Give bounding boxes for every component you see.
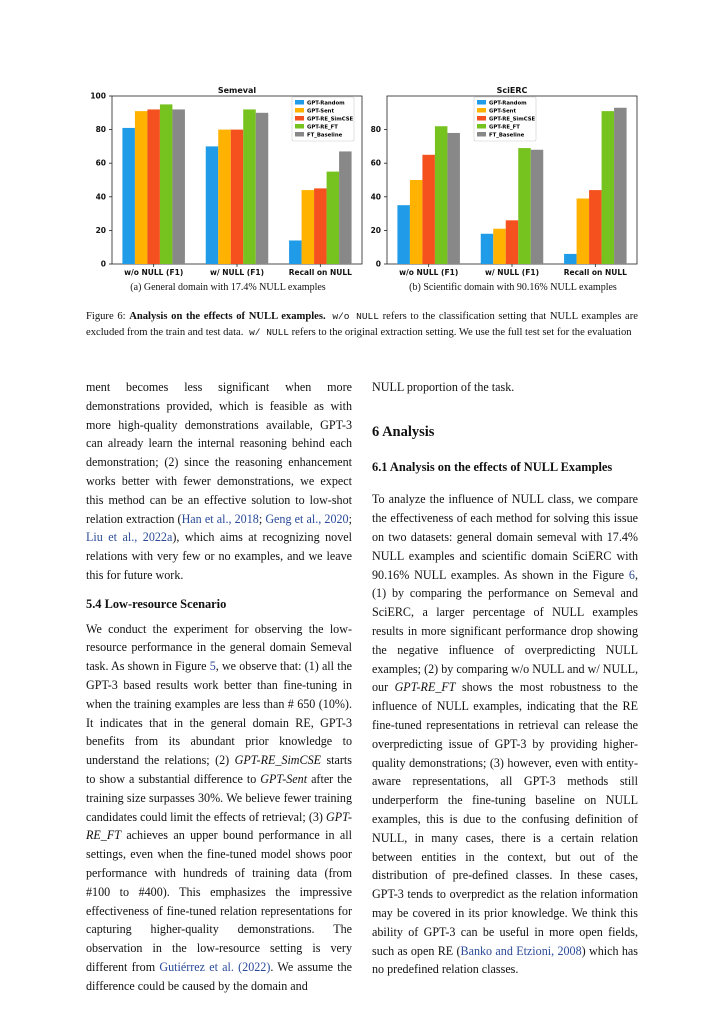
chart-scierc-svg (357, 84, 647, 279)
section-heading-5-4: 5.4 Low-resource Scenario (86, 596, 227, 611)
x-tick-label: w/ NULL (F1) (484, 268, 540, 277)
legend-swatch (477, 108, 486, 113)
method-name: GPT-RE_SimCSE (234, 753, 322, 768)
chart-title: Semeval (217, 86, 257, 95)
bar-gpt-random (481, 234, 494, 264)
chart-semeval-svg (82, 84, 372, 279)
left-column (86, 378, 352, 996)
bar-gpt-re-ft (327, 172, 340, 264)
figure-caption (86, 309, 638, 340)
y-tick-label: 20 (370, 225, 381, 235)
right-column (372, 378, 638, 979)
legend-label: GPT-RE_FT (489, 124, 520, 131)
legend-swatch (477, 124, 486, 129)
legend-label: GPT-RE_FT (307, 124, 338, 131)
bar-gpt-random (122, 128, 135, 264)
bar-gpt-re-simcse (422, 155, 435, 264)
text: , (1) by comparing the performance on Semeval and SciERC, a larger percentage of NULL examples results in more significant performance drop showing the negative influence of overpredicting NULL examples; (2) by comparing w/o NULL and w/ NULL, our (372, 567, 638, 695)
text: We conduct the experiment for observing the low-resource performance in the general domain Semeval task. As shown in Figure (86, 621, 352, 674)
legend-swatch (295, 108, 304, 113)
text: ), which aims at recognizing novel relations with very few or no examples, and we leave this for future work. (86, 530, 352, 582)
legend-label: GPT-Sent (307, 108, 334, 115)
text: starts to show a substantial difference to (86, 753, 352, 786)
bar-gpt-re-simcse (314, 188, 327, 264)
bar-gpt-re-simcse (147, 109, 160, 264)
bar-gpt-re-simcse (506, 220, 519, 264)
text: ; (258, 511, 266, 526)
legend-swatch (477, 132, 486, 137)
section-heading-6: 6 Analysis (372, 423, 435, 440)
bar-ft-baseline (172, 109, 185, 264)
y-tick-label: 0 (100, 259, 106, 269)
caption-part-3: w/ NULL (243, 326, 289, 338)
bar-gpt-re-simcse (589, 190, 602, 264)
text: . We assume the difference could be caused by the domain and (86, 959, 352, 993)
chart-legend (474, 97, 536, 141)
x-tick-label: w/o NULL (F1) (124, 268, 184, 277)
bar-gpt-re-ft (160, 104, 173, 264)
text: , we observe that: (1) all the GPT-3 based results work better than fine-tuning in when the training examples are less than # 650 (10%). It indicates that in the general domain RE, GPT-3 benefits from its abundant prior knowledge to understand the relations; (2) (86, 659, 352, 768)
y-tick-label: 80 (95, 125, 106, 135)
text: ) which has no predefined relation classes. (372, 943, 638, 977)
legend-label: GPT-RE_SimCSE (307, 116, 354, 123)
caption-part-1: w/o NULL (325, 311, 379, 322)
caption-part-2: refers to the classification setting that NULL examples are excluded from the train and test data. (86, 311, 638, 338)
y-tick-label: 60 (370, 158, 381, 168)
legend-swatch (477, 116, 486, 121)
x-tick-label: w/o NULL (F1) (399, 268, 459, 277)
legend-label: GPT-Random (307, 100, 345, 107)
chart-semeval (82, 84, 372, 279)
text: after the training size surpasses 30%. We believe fewer training candidates could limit the effects of retrieval; (3) (86, 771, 352, 824)
bar-gpt-re-ft (243, 109, 256, 264)
right-paragraph-0: NULL proportion of the task. (372, 380, 515, 394)
text: ; (348, 511, 352, 526)
chart-legend (292, 97, 354, 141)
legend-label: GPT-RE_SimCSE (489, 116, 536, 123)
y-tick-label: 40 (95, 192, 106, 202)
figure-ref-link[interactable]: 5 (209, 659, 216, 674)
bar-gpt-sent (218, 130, 231, 264)
citation-link[interactable]: Han et al., 2018 (181, 511, 259, 526)
caption-label: Figure 6: (86, 311, 126, 322)
y-tick-label: 40 (370, 192, 381, 202)
method-name: GPT-Sent (260, 771, 308, 786)
bar-ft-baseline (256, 113, 269, 264)
legend-swatch (295, 124, 304, 129)
chart-scierc (357, 84, 647, 279)
y-tick-label: 20 (95, 225, 106, 235)
y-tick-label: 100 (90, 91, 106, 101)
bar-gpt-random (564, 254, 577, 264)
bar-gpt-sent (302, 190, 315, 264)
x-tick-label: Recall on NULL (288, 268, 352, 277)
y-tick-label: 60 (95, 158, 106, 168)
bar-gpt-sent (577, 198, 590, 264)
citation-link[interactable]: Gutiérrez et al. (2022) (159, 959, 271, 974)
legend-swatch (295, 116, 304, 121)
bar-gpt-sent (410, 180, 423, 264)
legend-label: FT_Baseline (489, 132, 525, 139)
section-heading-6-1: 6.1 Analysis on the effects of NULL Examples (372, 459, 613, 474)
bar-ft-baseline (339, 151, 352, 264)
y-tick-label: 80 (370, 125, 381, 135)
bar-gpt-sent (135, 111, 148, 264)
caption-bold: Analysis on the effects of NULL examples. (129, 311, 326, 322)
subcaption-b: (b) Scientific domain with 90.16% NULL examples (409, 282, 617, 293)
legend-label: GPT-Random (489, 100, 527, 107)
caption-part-4: refers to the original extraction setting. We use the full test set for the evaluation (289, 326, 632, 338)
bar-ft-baseline (614, 108, 627, 264)
figure-ref-link[interactable]: 6 (628, 567, 635, 582)
left-paragraph-2 (86, 620, 352, 996)
bar-gpt-sent (493, 229, 506, 264)
legend-swatch (295, 132, 304, 137)
right-paragraph-1 (372, 490, 638, 979)
citation-link[interactable]: Geng et al., 2020 (265, 511, 349, 526)
citation-link[interactable]: Banko and Etzioni, 2008 (460, 943, 582, 958)
text: ment becomes less significant when more demonstrations provided, which is feasible as with more high-quality demonstrations available, GPT-3 can already learn the internal reasoning behind each demonstration; (2) since the reasoning enhancement works better with fewer demonstrations, we expect this method can be an effective solution to low-shot relation extraction ( (86, 380, 352, 526)
legend-swatch (295, 100, 304, 105)
subcaption-a: (a) General domain with 17.4% NULL examples (130, 282, 326, 293)
x-tick-label: w/ NULL (F1) (209, 268, 265, 277)
citation-link[interactable]: Liu et al., 2022a (86, 530, 173, 545)
bar-gpt-random (397, 205, 410, 264)
bar-gpt-random (289, 240, 302, 264)
bar-gpt-re-simcse (231, 130, 244, 264)
bar-gpt-re-ft (602, 111, 615, 264)
x-tick-label: Recall on NULL (563, 268, 627, 277)
left-paragraph-1 (86, 378, 352, 585)
method-name: GPT-RE_FT (86, 809, 352, 843)
legend-label: GPT-Sent (489, 108, 516, 115)
bar-ft-baseline (447, 133, 460, 264)
chart-title: SciERC (496, 86, 528, 95)
bar-gpt-re-ft (518, 148, 531, 264)
text: shows the most robustness to the influence of NULL examples, indicating that the RE fine-tuned representations in retrieval can release the overpredicting issue of GPT-3 by providing higher-quality demonstrations; (3) however, even with entity-aware representations, all GPT-3 methods still underperform the fine-tuning baseline on NULL examples, this is due to the confusing definition of NULL, in many cases, there is a certain relation between entities in the context, but out of the distribution of pre-defined classes. In these cases, GPT-3 tends to overpredict as the relation information may be covered in its prior knowledge. We think this ability of GPT-3 can be useful in more open fields, such as open RE ( (372, 680, 638, 958)
bar-gpt-re-ft (435, 126, 448, 264)
text: achieves an upper bound performance in all settings, even when the fine-tuned model shows poor performance with hundreds of training data (from #100 to #400). This emphasizes the impressive effectiveness of fine-tuned relation representations for capturing higher-quality demonstrations. The observation in the low-resource setting is very different from (86, 828, 352, 974)
method-name: GPT-RE_FT (394, 680, 456, 695)
legend-label: FT_Baseline (307, 132, 343, 139)
text: To analyze the influence of NULL class, we compare the effectiveness of each method for solving this issue on two datasets: general domain semeval with 17.4% NULL examples and scientific domain SciERC with 90.16% NULL examples. As shown in the Figure (372, 492, 638, 582)
legend-swatch (477, 100, 486, 105)
bar-ft-baseline (531, 150, 544, 264)
bar-gpt-random (206, 146, 219, 264)
y-tick-label: 0 (375, 259, 381, 269)
